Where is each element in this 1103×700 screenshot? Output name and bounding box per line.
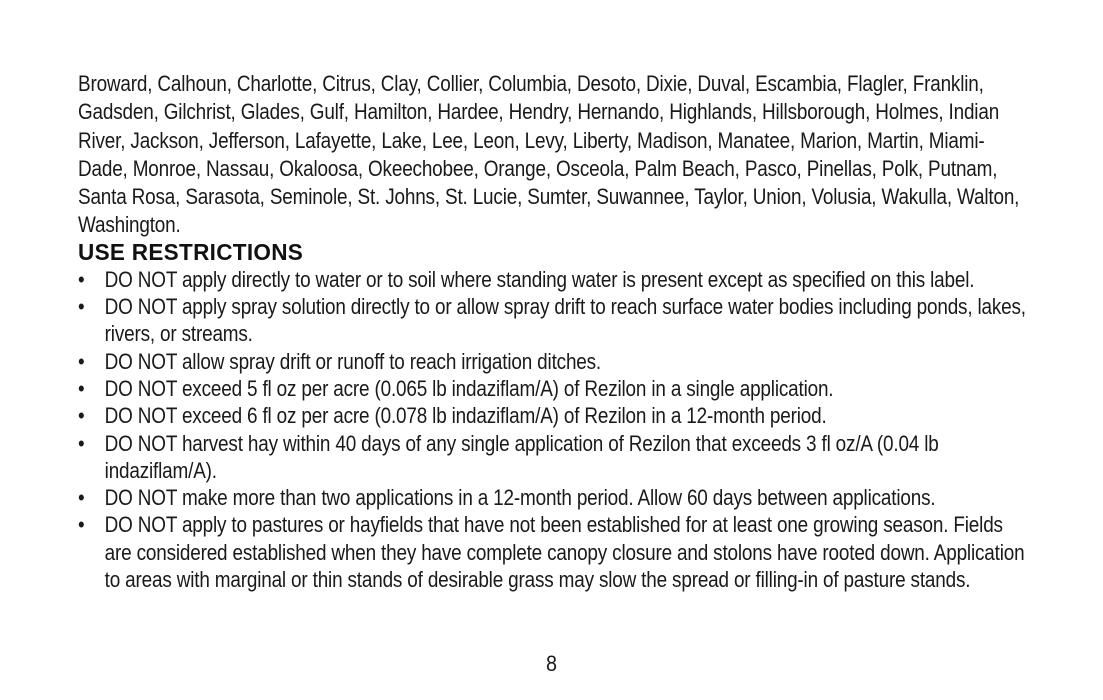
restriction-item xyxy=(78,484,1028,511)
restriction-text: DO NOT exceed 5 fl oz per acre (0.065 lb indaziflam/A) of Rezilon in a single application. xyxy=(104,375,834,401)
bullet-icon: • xyxy=(78,266,85,292)
restriction-text: DO NOT exceed 6 fl oz per acre (0.078 lb indaziflam/A) of Rezilon in a 12-month period. xyxy=(104,403,827,429)
page-number: 8 xyxy=(545,651,558,676)
bullet-icon: • xyxy=(78,348,85,374)
restriction-item xyxy=(78,266,1028,293)
bullet-icon: • xyxy=(78,512,85,538)
restriction-text: DO NOT apply directly to water or to soil where standing water is present except as specified on this label. xyxy=(104,266,975,292)
bullet-icon: • xyxy=(78,430,85,456)
restriction-item xyxy=(78,511,1028,593)
restriction-item xyxy=(78,375,1028,402)
restriction-text: DO NOT allow spray drift or runoff to reach irrigation ditches. xyxy=(104,348,602,374)
use-restrictions-list xyxy=(78,266,1028,594)
county-list-paragraph: Broward, Calhoun, Charlotte, Citrus, Clay, Collier, Columbia, Desoto, Dixie, Duval, Escambia, Flagler, Franklin, Gadsden, Gilchrist, Glades, Gulf, Hamilton, Hardee, Hendry, Hernando, Highlands, Hillsborough, Holmes, Indian River, Jackson, Jefferson, Lafayette, Lake, Lee, Leon, Levy, Liberty, Madison, Manatee, Marion, Martin, Miami-Dade, Monroe, Nassau, Okaloosa, Okeechobee, Orange, Osceola, Palm Beach, Pasco, Pinellas, Polk, Putnam, Santa Rosa, Sarasota, Seminole, St. Johns, St. Lucie, Sumter, Suwannee, Taylor, Union, Volusia, Wakulla, Walton, Washington. xyxy=(78,71,1020,238)
restriction-text: DO NOT apply to pastures or hayfields that have not been established for at least one growing season. Fields are considered established when they have complete canopy closure and stolons have rooted down. Application to areas with marginal or thin stands of desirable grass may slow the spread or filling-in of pasture stands. xyxy=(104,512,1025,593)
bullet-icon: • xyxy=(78,485,85,511)
restriction-text: DO NOT harvest hay within 40 days of any single application of Rezilon that exceeds 3 fl oz/A (0.04 lb indaziflam/A). xyxy=(104,430,939,483)
bullet-icon: • xyxy=(78,375,85,401)
restriction-text: DO NOT make more than two applications in a 12-month period. Allow 60 days between applications. xyxy=(104,485,936,511)
restriction-item xyxy=(78,430,1028,485)
use-restrictions-heading: USE RESTRICTIONS xyxy=(78,238,304,265)
restriction-item xyxy=(78,293,1028,348)
restriction-item xyxy=(78,348,1028,375)
bullet-icon: • xyxy=(78,403,85,429)
restriction-text: DO NOT apply spray solution directly to or allow spray drift to reach surface water bodies including ponds, lakes, rivers, or streams. xyxy=(104,294,1026,347)
bullet-icon: • xyxy=(78,294,85,320)
label-page xyxy=(78,70,1028,593)
restriction-item xyxy=(78,402,1028,429)
